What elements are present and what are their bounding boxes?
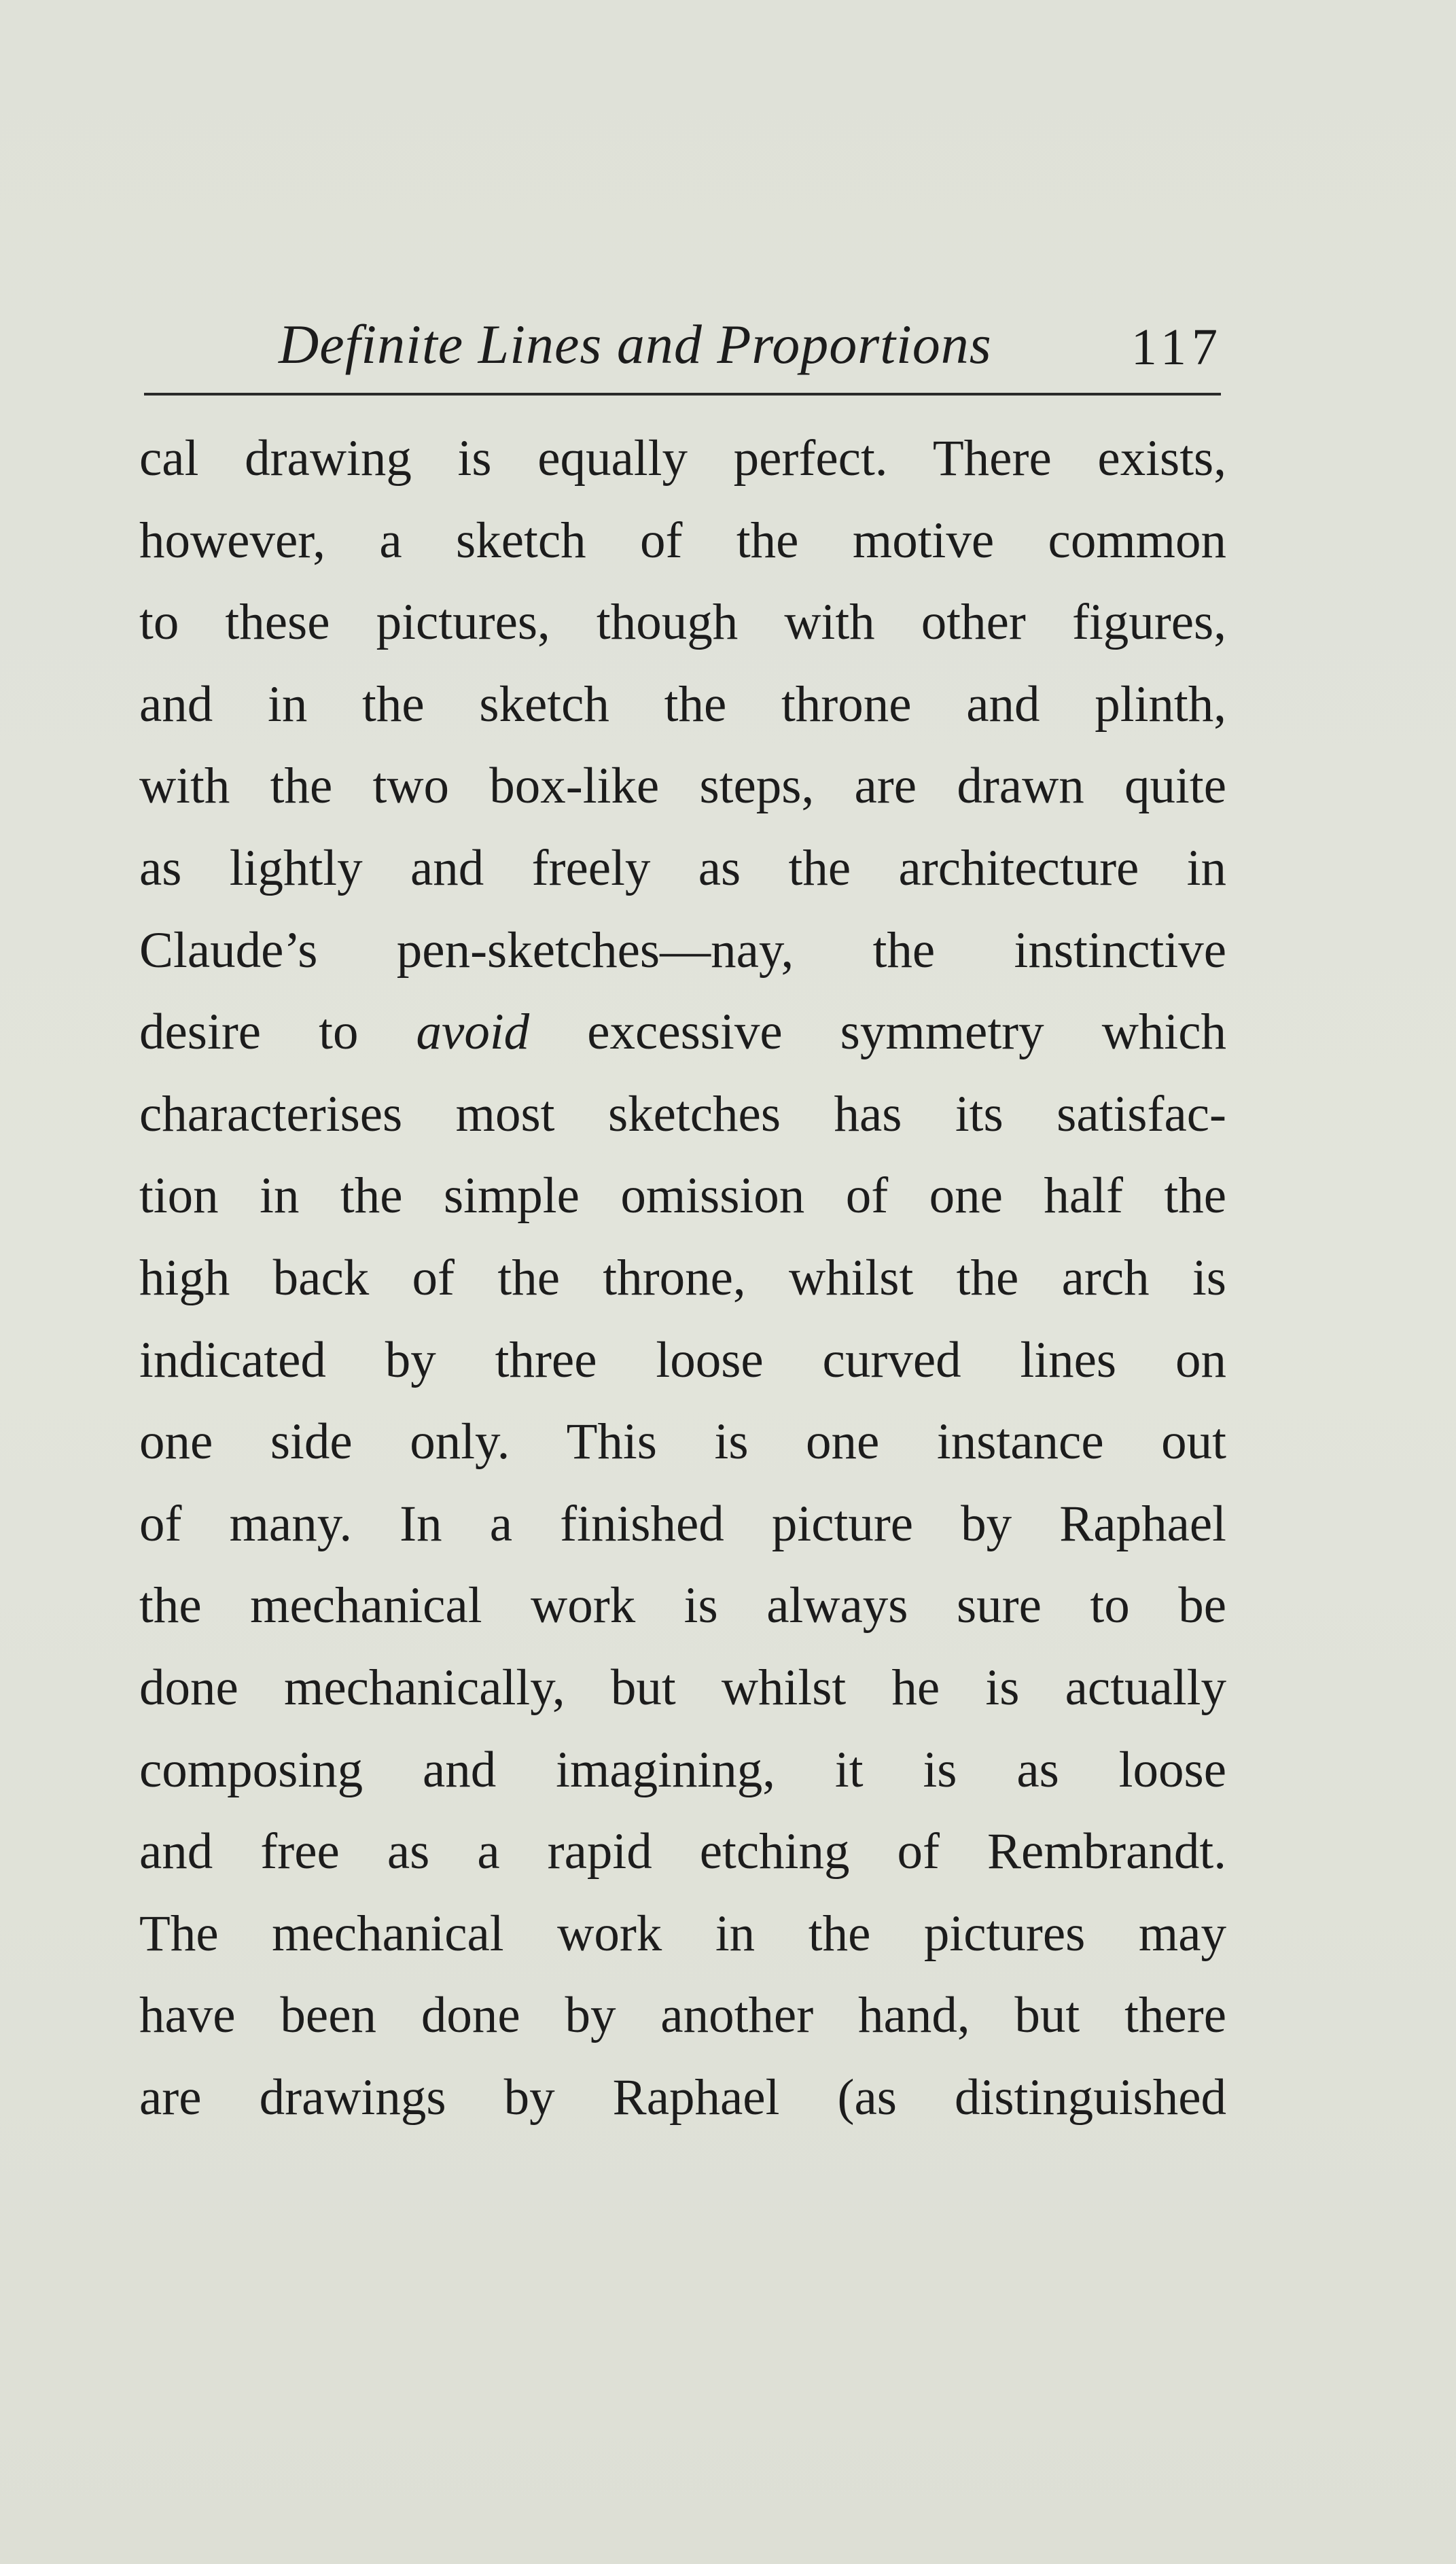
text-line: The mechanical work in the pictures may xyxy=(139,1905,1226,1962)
text-line-with-italic xyxy=(139,991,1226,1074)
text-line: of many. In a finished picture by Raphael xyxy=(139,1495,1226,1552)
body-text xyxy=(139,418,1226,2139)
running-head xyxy=(143,299,1223,381)
text-line: Claude’s pen-sketches—nay, the instinctive xyxy=(139,921,1226,979)
text-line: composing and imagining, it is as loose xyxy=(139,1741,1226,1798)
text-segment: excessive symmetry which xyxy=(529,1004,1226,1061)
text-line: characterises most sketches has its satisfac- xyxy=(139,1085,1226,1142)
running-title: Definite Lines and Proportions xyxy=(279,313,992,375)
text-line: the mechanical work is always sure to be xyxy=(139,1577,1226,1634)
text-segment: desire to xyxy=(139,1004,416,1061)
text-line: and free as a rapid etching of Rembrandt. xyxy=(139,1823,1226,1880)
italic-word-avoid: avoid xyxy=(416,1004,530,1061)
text-line: with the two box-like steps, are drawn quite xyxy=(139,758,1226,815)
text-line: cal drawing is equally perfect. There exists, xyxy=(139,430,1226,487)
header-rule xyxy=(144,393,1221,396)
text-line: and in the sketch the throne and plinth, xyxy=(139,675,1226,733)
text-line: one side only. This is one instance out xyxy=(139,1413,1226,1471)
text-line: tion in the simple omission of one half the xyxy=(139,1167,1226,1225)
text-line: as lightly and freely as the architecture in xyxy=(139,839,1226,896)
text-line: indicated by three loose curved lines on xyxy=(139,1331,1226,1388)
text-line: have been done by another hand, but there xyxy=(139,1987,1226,2044)
text-line: to these pictures, though with other figures, xyxy=(139,594,1226,651)
text-line: done mechanically, but whilst he is actually xyxy=(139,1659,1226,1716)
text-line: however, a sketch of the motive common xyxy=(139,512,1226,569)
page-number: 117 xyxy=(1131,319,1223,376)
text-line: high back of the throne, whilst the arch is xyxy=(139,1249,1226,1306)
text-line: are drawings by Raphael (as distinguished xyxy=(139,2069,1226,2126)
